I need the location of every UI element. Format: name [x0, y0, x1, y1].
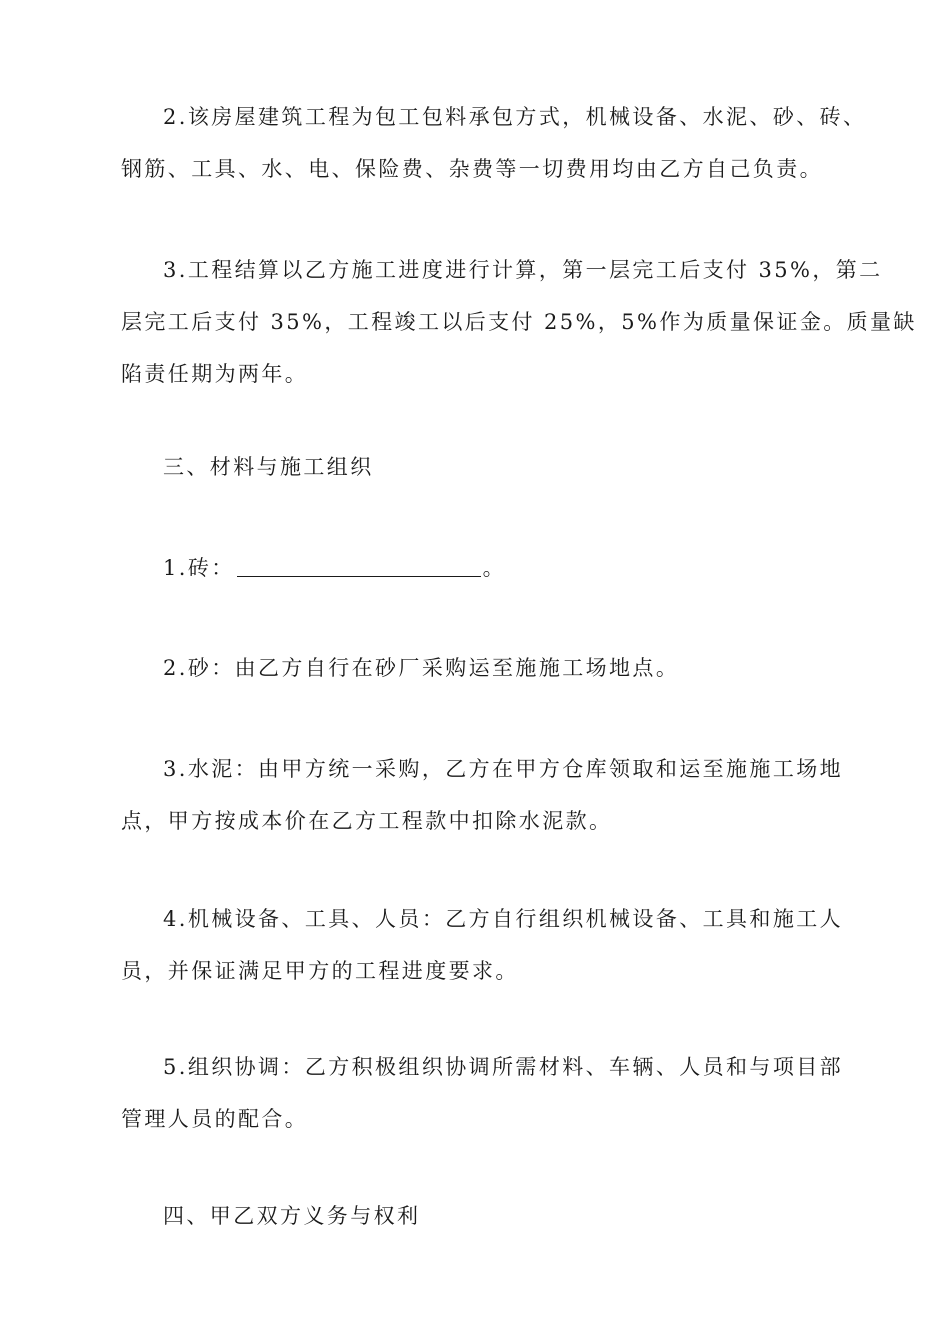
item-punctuation: 。 [482, 556, 507, 580]
text-line: 管理人员的配合。 [121, 1107, 309, 1131]
fill-in-blank [237, 556, 481, 577]
section-heading-materials: 三、材料与施工组织 [163, 455, 374, 479]
text-line: 点，甲方按成本价在乙方工程款中扣除水泥款。 [121, 809, 613, 833]
item-label: 1.砖： [163, 556, 235, 580]
text-line: 4.机械设备、工具、人员：乙方自行组织机械设备、工具和施工人 [163, 907, 844, 931]
text-line: 层完工后支付 35%，工程竣工以后支付 25%，5%作为质量保证金。质量缺 [121, 310, 917, 334]
paragraph-settlement [121, 244, 917, 400]
section-heading-obligations: 四、甲乙双方义务与权利 [163, 1204, 421, 1228]
item-equipment [121, 893, 844, 997]
text-line: 3.工程结算以乙方施工进度进行计算，第一层完工后支付 35%，第二 [163, 258, 883, 282]
text-line: 2.该房屋建筑工程为包工包料承包方式，机械设备、水泥、砂、砖、 [163, 105, 867, 129]
text-line [121, 542, 833, 594]
text-line: 钢筋、工具、水、电、保险费、杂费等一切费用均由乙方自己负责。 [121, 157, 823, 181]
text-line: 2.砂：由乙方自行在砂厂采购运至施施工场地点。 [163, 656, 680, 680]
text-line: 5.组织协调：乙方积极组织协调所需材料、车辆、人员和与项目部 [163, 1055, 844, 1079]
paragraph-contract-method [121, 91, 867, 195]
item-cement [121, 743, 844, 847]
text-line: 3.水泥：由甲方统一采购，乙方在甲方仓库领取和运至施施工场地 [163, 757, 844, 781]
text-line: 陷责任期为两年。 [121, 362, 309, 386]
text-line: 员，并保证满足甲方的工程进度要求。 [121, 959, 519, 983]
item-bricks [121, 542, 833, 594]
item-sand [121, 642, 833, 694]
item-coordination [121, 1041, 844, 1145]
